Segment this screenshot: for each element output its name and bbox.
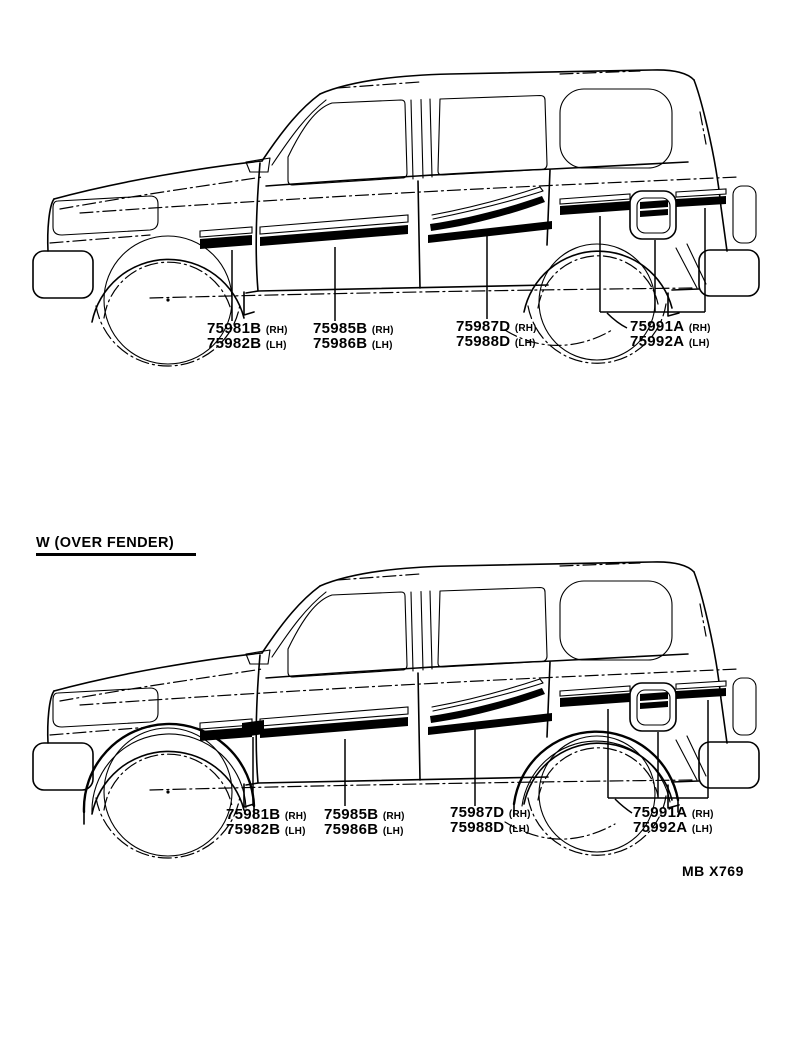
part-number-rh: 75991A [633, 804, 688, 821]
part-number-rh: 75991A [630, 318, 685, 335]
part-callout [630, 320, 711, 349]
part-callout [633, 806, 714, 835]
side-lh: (LH) [514, 337, 536, 349]
side-rh: (RH) [265, 325, 288, 336]
part-number-rh: 75987D [456, 318, 511, 335]
side-rh: (RH) [371, 325, 394, 336]
side-rh: (RH) [688, 323, 711, 334]
side-lh: (LH) [284, 825, 306, 837]
side-lh: (LH) [371, 339, 393, 351]
part-number-lh: 75992A [630, 332, 685, 350]
part-callout [313, 322, 394, 351]
side-rh: (RH) [382, 811, 405, 822]
part-number-lh: 75986B [313, 334, 368, 352]
part-callout [324, 808, 405, 837]
section-label-over-fender: W (OVER FENDER) [36, 535, 196, 556]
side-rh: (RH) [284, 811, 307, 822]
part-number-rh: 75981B [207, 320, 262, 337]
side-rh: (RH) [514, 323, 537, 334]
side-lh: (LH) [382, 825, 404, 837]
side-lh: (LH) [691, 823, 713, 835]
part-number-lh: 75992A [633, 818, 688, 836]
part-number-lh: 75988D [450, 818, 505, 836]
side-rh: (RH) [691, 809, 714, 820]
side-lh: (LH) [265, 339, 287, 351]
part-callout [456, 320, 537, 349]
leader-bracket-75991a [600, 208, 705, 312]
figure-code: MB X769 [682, 863, 744, 879]
side-rh: (RH) [508, 809, 531, 820]
part-number-rh: 75985B [313, 320, 368, 337]
side-lh: (LH) [508, 823, 530, 835]
side-lh: (LH) [688, 337, 710, 349]
part-callout [226, 808, 307, 837]
part-callout [450, 806, 531, 835]
part-number-lh: 75988D [456, 332, 511, 350]
part-number-lh: 75982B [226, 820, 281, 838]
part-callout [207, 322, 288, 351]
part-number-lh: 75986B [324, 820, 379, 838]
part-number-lh: 75982B [207, 334, 262, 352]
part-number-rh: 75985B [324, 806, 379, 823]
part-number-rh: 75987D [450, 804, 505, 821]
part-number-rh: 75981B [226, 806, 281, 823]
